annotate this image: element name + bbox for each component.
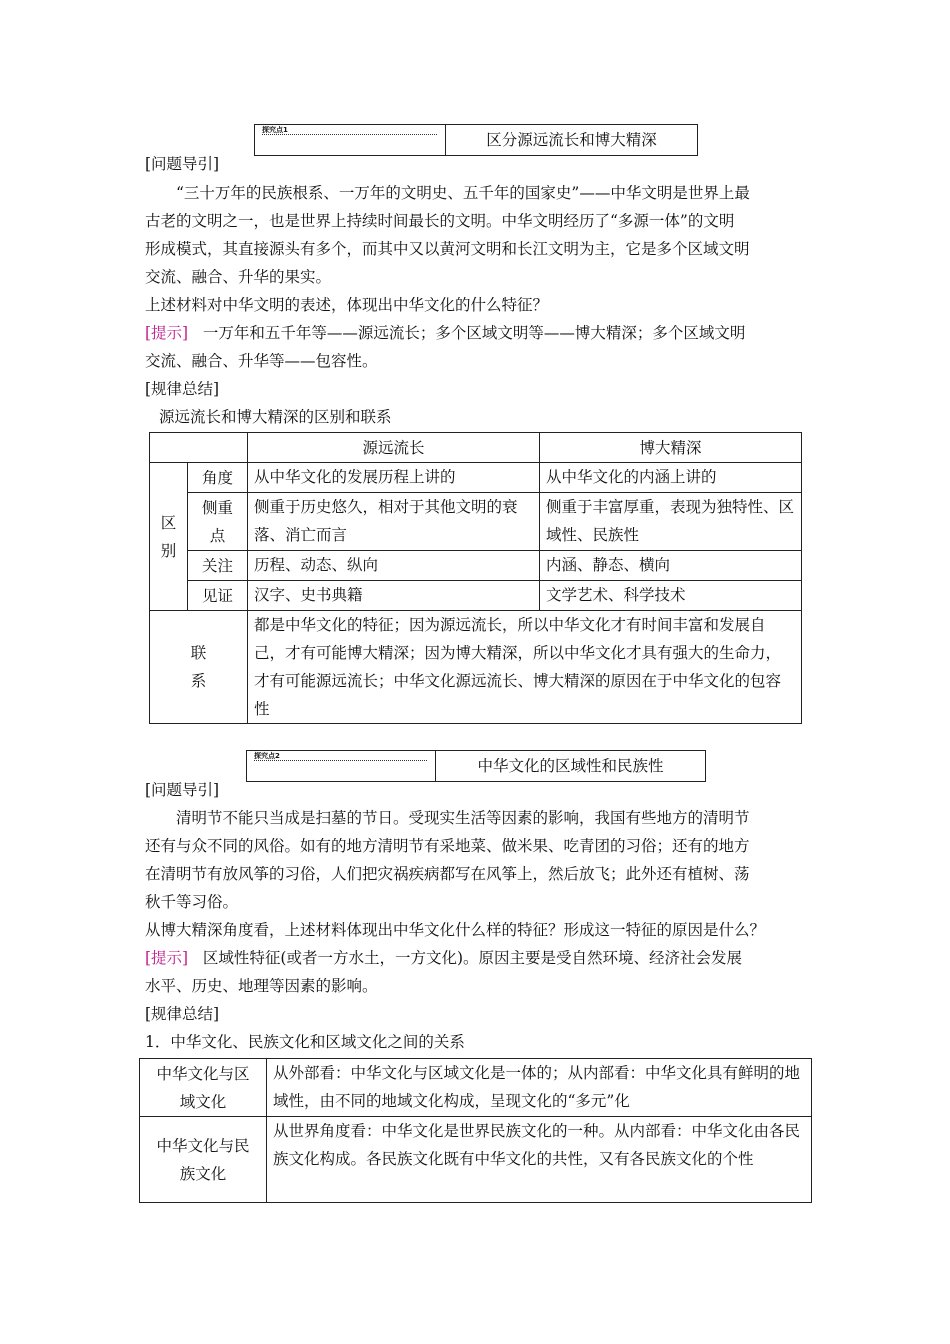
section1-hint bbox=[145, 319, 810, 347]
relation-row-key: 中华文化与民族文化 bbox=[140, 1117, 267, 1203]
section1-hint-line: 交流、融合、升华等——包容性。 bbox=[145, 352, 378, 370]
hint-label: [提示] bbox=[145, 949, 189, 967]
section1-title: 区分源远流长和博大精深 bbox=[486, 131, 657, 149]
table-cell: 从中华文化的内涵上讲的 bbox=[540, 463, 802, 493]
relation-row-text: 从世界角度看：中华文化是世界民族文化的一种。从内部看：中华文化由各民族文化构成。各民族文化既有中华文化的共性，又有各民族文化的个性 bbox=[267, 1117, 812, 1203]
table-link-label: 联系 bbox=[150, 611, 248, 724]
hint-text: 一万年和五千年等——源远流长；多个区域文明等——博大精深；多个区域文明 bbox=[202, 324, 746, 342]
section1-guide-label: [问题导引] bbox=[145, 155, 220, 173]
table-header-col2: 博大精深 bbox=[540, 433, 802, 463]
table-group-label: 区别 bbox=[150, 463, 188, 611]
table-row-key: 侧重点 bbox=[188, 493, 248, 551]
table-cell: 文学艺术、科学技术 bbox=[540, 581, 802, 611]
table-cell: 历程、动态、纵向 bbox=[248, 551, 540, 581]
comparison-table bbox=[149, 432, 802, 724]
table-cell: 从中华文化的发展历程上讲的 bbox=[248, 463, 540, 493]
section1-tag-label: 探究点1 bbox=[262, 126, 288, 134]
section1-question: 上述材料对中华文明的表述，体现出中华文化的什么特征？ bbox=[145, 296, 549, 314]
table-row-key: 角度 bbox=[188, 463, 248, 493]
relation-row-text: 从外部看：中华文化与区域文化是一体的；从内部看：中华文化具有鲜明的地域性，由不同的地域文化构成，呈现文化的“多元”化 bbox=[267, 1059, 812, 1117]
relation-table bbox=[139, 1058, 812, 1203]
section1-summary-label: [规律总结] bbox=[145, 380, 220, 398]
section2-para-line: 还有与众不同的风俗。如有的地方清明节有采地菜、做米果、吃青团的习俗；还有的地方 bbox=[145, 837, 750, 855]
section2-tag-label: 探究点2 bbox=[254, 752, 280, 760]
section1-para-line: 古老的文明之一，也是世界上持续时间最长的文明。中华文明经历了“多源一体”的文明 bbox=[145, 212, 735, 230]
hint-label: [提示] bbox=[145, 324, 189, 342]
section2-hint bbox=[145, 944, 810, 972]
section1-table-title: 源远流长和博大精深的区别和联系 bbox=[159, 408, 392, 426]
section2-para-line: 清明节不能只当成是扫墓的节日。受现实生活等因素的影响，我国有些地方的清明节 bbox=[176, 809, 750, 827]
section1-para-line: 形成模式，其直接源头有多个，而其中又以黄河文明和长江文明为主，它是多个区域文明 bbox=[145, 240, 750, 258]
table-row-key: 见证 bbox=[188, 581, 248, 611]
section2-question: 从博大精深角度看，上述材料体现出中华文化什么样的特征？形成这一特征的原因是什么？ bbox=[145, 921, 766, 939]
section2-title: 中华文化的区域性和民族性 bbox=[477, 757, 664, 775]
table-cell: 侧重于丰富厚重，表现为独特性、区域性、民族性 bbox=[540, 493, 802, 551]
section2-hint-line: 水平、历史、地理等因素的影响。 bbox=[145, 977, 378, 995]
table-header-col1: 源远流长 bbox=[248, 433, 540, 463]
section2-para-line: 秋千等习俗。 bbox=[145, 893, 239, 911]
table-corner-cell bbox=[150, 433, 248, 463]
table-link-text: 都是中华文化的特征；因为源远流长，所以中华文化才有时间丰富和发展自己，才有可能博大精深；因为博大精深，所以中华文化才具有强大的生命力，才有可能源远流长；中华文化源远流长、博大精深的原因在于中华文化的包容性 bbox=[248, 611, 802, 724]
table-cell: 侧重于历史悠久，相对于其他文明的衰落、消亡而言 bbox=[248, 493, 540, 551]
hint-text: 区域性特征(或者一方水土，一方文化)。原因主要是受自然环境、经济社会发展 bbox=[202, 949, 742, 967]
section2-summary-label: [规律总结] bbox=[145, 1005, 220, 1023]
section2-list-title: 1．中华文化、民族文化和区域文化之间的关系 bbox=[145, 1033, 465, 1051]
section1-para-line: “三十万年的民族根系、一万年的文明史、五千年的国家史”——中华文明是世界上最 bbox=[176, 184, 750, 202]
relation-row-key: 中华文化与区域文化 bbox=[140, 1059, 267, 1117]
table-cell: 汉字、史书典籍 bbox=[248, 581, 540, 611]
section1-para-line: 交流、融合、升华的果实。 bbox=[145, 268, 332, 286]
section2-guide-label: [问题导引] bbox=[145, 781, 220, 799]
table-cell: 内涵、静态、横向 bbox=[540, 551, 802, 581]
table-row-key: 关注 bbox=[188, 551, 248, 581]
section2-para-line: 在清明节有放风筝的习俗，人们把灾祸疾病都写在风筝上，然后放飞；此外还有植树、荡 bbox=[145, 865, 750, 883]
